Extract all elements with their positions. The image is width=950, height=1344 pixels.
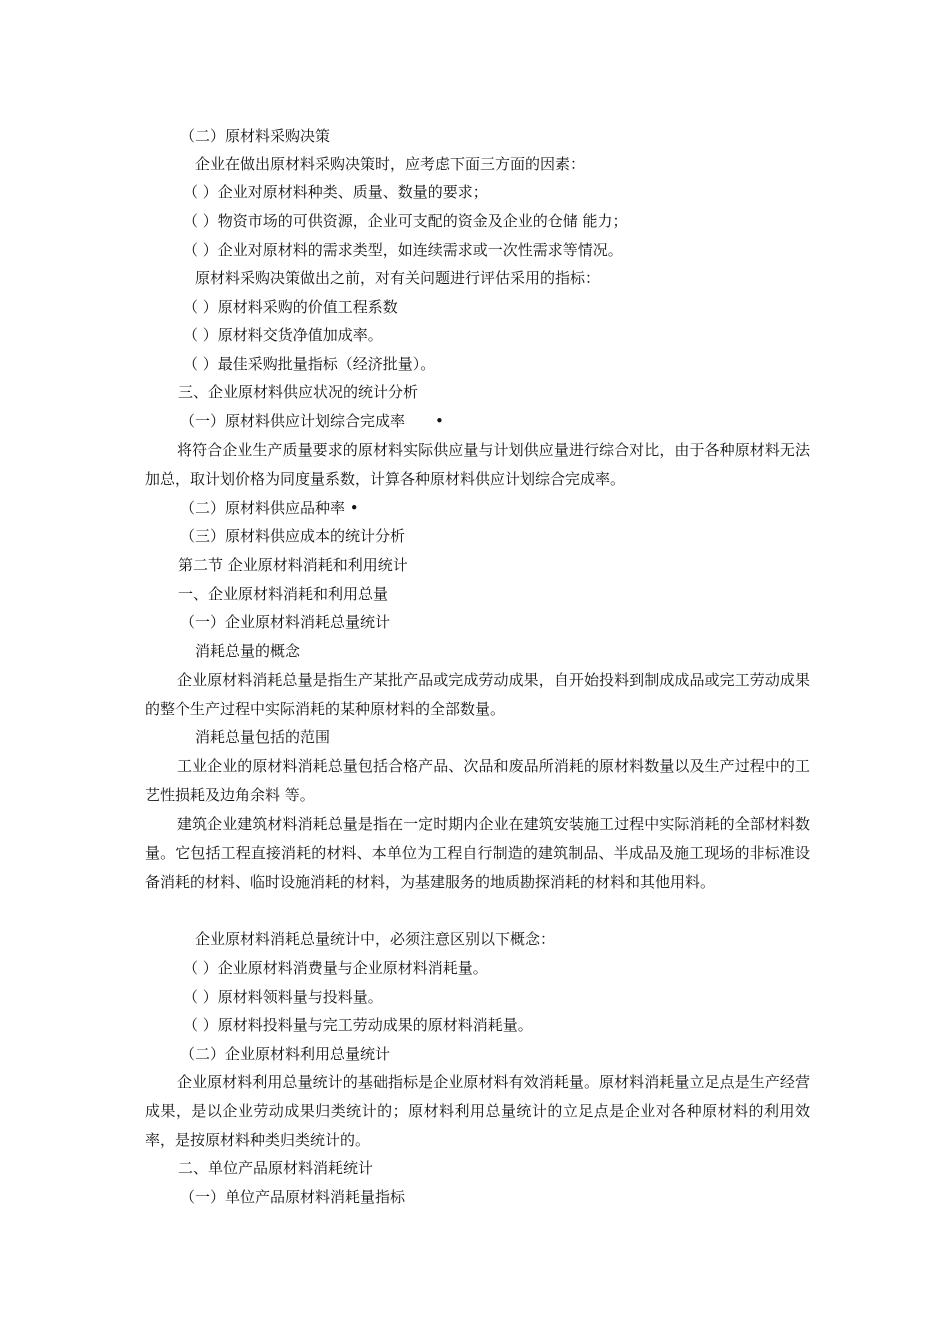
section-heading: 二、单位产品原材料消耗统计 [178, 1159, 374, 1177]
list-item: （ ）原材料投料量与完工劳动成果的原材料消耗量。 [183, 1016, 533, 1034]
section-heading: 三、企业原材料供应状况的统计分析 [178, 383, 419, 401]
text-line: 企业在做出原材料采购决策时，应考虑下面三方面的因素： [195, 155, 586, 173]
section-heading: 一、企业原材料消耗和利用总量 [178, 585, 389, 603]
text-line: 原材料采购决策做出之前，对有关问题进行评估采用的指标： [195, 269, 601, 287]
list-item: （ ）最佳采购批量指标（经济批量）。 [183, 355, 436, 373]
list-item: （ ）企业对原材料的需求类型，如连续需求或一次性需求等情况。 [183, 241, 623, 259]
text-line: 企业原材料消耗总量统计中，必须注意区别以下概念： [195, 930, 556, 948]
paragraph: 工业企业的原材料消耗总量包括合格产品、次品和废品所消耗的原材料数量以及生产过程中的工艺性损耗及边角余料 等。 [145, 757, 810, 804]
paragraph: 企业原材料消耗总量是指生产某批产品或完成劳动成果，自开始投料到制成成品或完工劳动成果的整个生产过程中实际消耗的某种原材料的全部数量。 [145, 671, 810, 718]
paragraph: 建筑企业建筑材料消耗总量是指在一定时期内企业在建筑安装施工过程中实际消耗的全部材料数量。它包括工程直接消耗的材料、本单位为工程自行制造的建筑制品、半成品及施工现场的非标准设备消耗的材料、临时设施消耗的材料，为基建服务的地质勘探消耗的材料和其他用料。 [145, 815, 810, 891]
list-item: （ ）企业原材料消费量与企业原材料消耗量。 [183, 959, 488, 977]
list-item: （ ）原材料交货净值加成率。 [183, 326, 383, 344]
subsection-heading: （一）企业原材料消耗总量统计 [180, 613, 391, 631]
subsection-heading: （三）原材料供应成本的统计分析 [180, 527, 406, 545]
paragraph: 企业原材料利用总量统计的基础指标是企业原材料有效消耗量。原材料消耗量立足点是生产经营成果，是以企业劳动成果归类统计的；原材料利用总量统计的立足点是企业对各种原材料的利用效率，是按原材料种类归类统计的。 [145, 1073, 810, 1149]
subsection-heading: （二）原材料供应品种率 • [180, 499, 359, 517]
heading-procurement-decision: （二）原材料采购决策 [180, 127, 331, 145]
subsection-heading: （一）原材料供应计划综合完成率 • [180, 412, 444, 430]
subsection-heading: （二）企业原材料利用总量统计 [180, 1045, 391, 1063]
text-line: 消耗总量包括的范围 [195, 728, 331, 746]
list-item: （ ）原材料采购的价值工程系数 [183, 298, 398, 316]
list-item: （ ）物资市场的可供资源，企业可支配的资金及企业的仓储 能力； [183, 212, 628, 230]
chapter-heading: 第二节 企业原材料消耗和利用统计 [178, 556, 408, 574]
paragraph: 将符合企业生产质量要求的原材料实际供应量与计划供应量进行综合对比，由于各种原材料无法加总，取计划价格为同度量系数，计算各种原材料供应计划综合完成率。 [145, 441, 810, 488]
list-item: （ ）原材料领料量与投料量。 [183, 988, 383, 1006]
list-item: （ ）企业对原材料种类、质量、数量的要求； [183, 183, 488, 201]
text-line: 消耗总量的概念 [195, 642, 301, 660]
subsection-heading: （一）单位产品原材料消耗量指标 [180, 1188, 406, 1206]
